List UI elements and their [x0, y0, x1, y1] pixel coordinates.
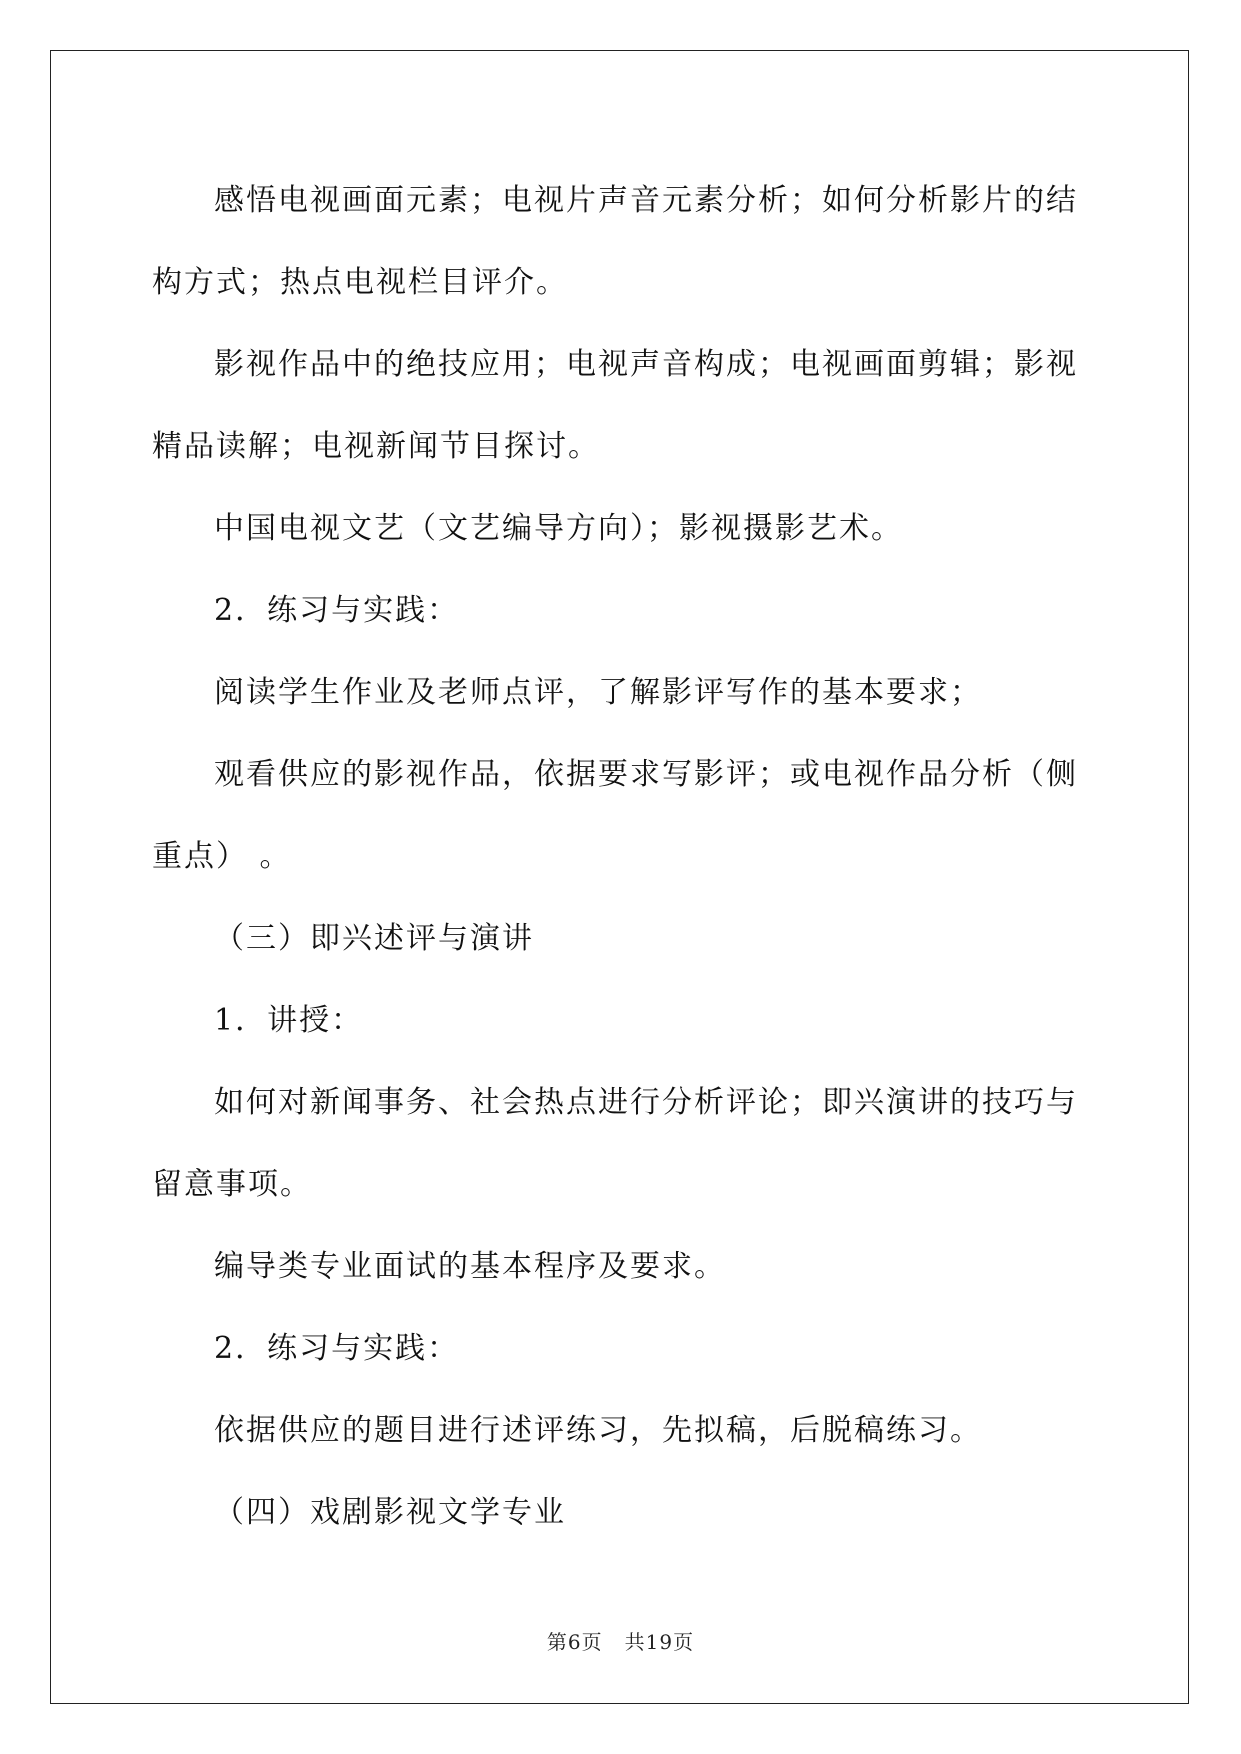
page-footer — [0, 1626, 1241, 1655]
paragraph: 1．讲授： — [214, 1003, 364, 1038]
paragraph: 观看供应的影视作品，依据要求写影评；或电视作品分析（侧重点） 。 — [152, 757, 1078, 874]
paragraph: 影视作品中的绝技应用；电视声音构成；电视画面剪辑；影视精品读解；电视新闻节目探讨。 — [152, 347, 1078, 464]
paragraph: 2．练习与实践： — [214, 593, 460, 628]
document-body — [152, 160, 1088, 1554]
paragraph: 中国电视文艺（文艺编导方向）；影视摄影艺术。 — [214, 511, 903, 546]
paragraph: 如何对新闻事务、社会热点进行分析评论；即兴演讲的技巧与留意事项。 — [152, 1085, 1078, 1202]
paragraph: 依据供应的题目进行述评练习，先拟稿，后脱稿练习。 — [214, 1413, 982, 1448]
section-heading: （三）即兴述评与演讲 — [214, 921, 534, 956]
page-total: 共19页 — [624, 1630, 695, 1654]
paragraph: 编导类专业面试的基本程序及要求。 — [214, 1249, 726, 1284]
page-number: 第6页 — [546, 1630, 603, 1654]
paragraph: 感悟电视画面元素；电视片声音元素分析；如何分析影片的结构方式；热点电视栏目评介。 — [152, 183, 1078, 300]
paragraph: 2．练习与实践： — [214, 1331, 460, 1366]
section-heading: （四）戏剧影视文学专业 — [214, 1495, 566, 1530]
paragraph: 阅读学生作业及老师点评，了解影评写作的基本要求； — [214, 675, 982, 710]
